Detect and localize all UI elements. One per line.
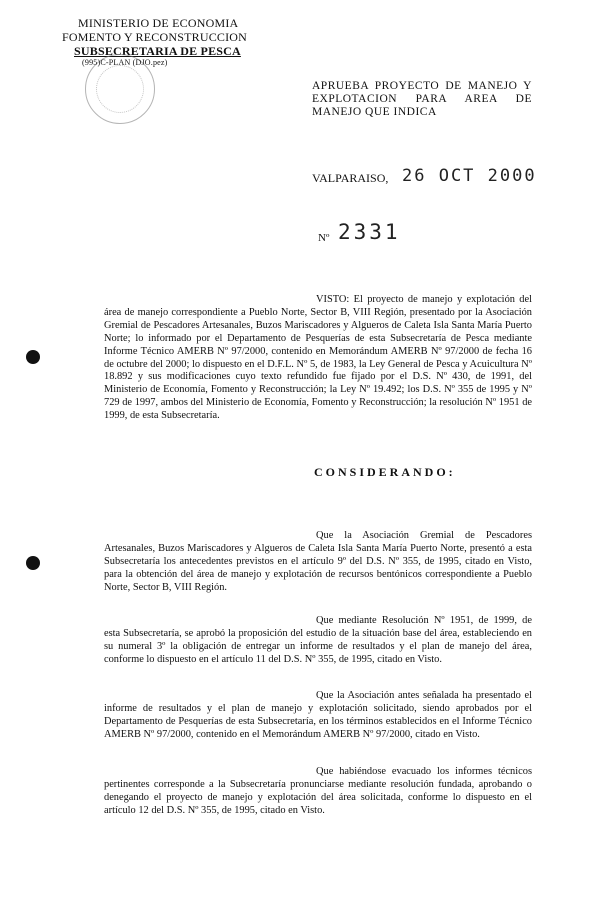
number-label: Nº — [318, 232, 330, 244]
visto-paragraph: VISTO: El proyecto de manejo y explotación del área de manejo correspondiente a Pueblo Norte, Sector B, VIII Región, presentado por la Asociación Gremial de Pescadores Artesanales, Buzos Mariscadores y Algueros de Caleta Isla Santa María Puerto Norte; lo informado por el Departamento de Pesquerías de esta Subsecretaría de Pesca mediante Informe Técnico AMERB Nº 97/2000, contenido en Memorándum AMERB Nº 97/2000 de fecha 16 de octubre del 2000; lo dispuesto en el D.F.L. Nº 5, de 1983, la Ley General de Pesca y Acuicultura Nº 18.892 y sus modificaciones cuyo texto refundido fue fijado por el D.S. Nº 430, de 1991, del Ministerio de Economía, Fomento y Reconstrucción; la Ley Nº 19.492; los D.S. Nº 355 de 1995 y Nº 729 de 1997, ambos del Ministerio de Economía, Fomento y Reconstrucción; la resolución Nº 1951 de 1999, de esta Subsecretaría. — [104, 294, 532, 422]
considerando-paragraph-4: Que habiéndose evacuado los informes técnicos pertinentes corresponde a la Subsecretaría pronunciarse mediante resolución fundada, aprobando o denegando el proyecto de manejo y explotación del área solicitada, conforme lo dispuesto en el artículo 12 del D.S. Nº 355, de 1995, citado en Visto. — [104, 766, 532, 816]
date-stamp: 26 OCT 2000 — [402, 166, 537, 186]
considerando-paragraph-1: Que la Asociación Gremial de Pescadores Artesanales, Buzos Mariscadores y Algueros de Caleta Isla Santa María Puerto Norte, presentó a esta Subsecretaría los antecedentes previstos en el artículo 9º del D.S. Nº 355, de 1995, citado en Visto, para la obtención del área de manejo y explotación de recursos bentónicos correspondiente a Pueblo Norte, Sector B, VIII Región. — [104, 530, 532, 593]
considerando-paragraph-3: Que la Asociación antes señalada ha presentado el informe de resultados y el plan de manejo y explotación solicitado, siendo aprobados por el Departamento de Pesquerías de esta Subsecretaría, en los términos establecidos en el Informe Técnico AMERB Nº 97/2000, contenido en el Memorándum AMERB Nº 97/2000, citado en Visto. — [104, 690, 532, 740]
file-reference: (995)C-PLAN (DJO.pez) — [82, 58, 168, 67]
resolution-subject: APRUEBA PROYECTO DE MANEJO Y EXPLOTACION PARA AREA DE MANEJO QUE INDICA — [312, 80, 532, 118]
punch-hole-bottom — [26, 556, 40, 570]
considerando-heading: CONSIDERANDO: — [314, 465, 456, 479]
punch-hole-top — [26, 350, 40, 364]
official-seal-inner-ring — [96, 65, 144, 113]
place-label: VALPARAISO, — [312, 171, 389, 185]
ministry-name: MINISTERIO DE ECONOMIA — [78, 16, 239, 30]
resolution-number: 2331 — [338, 220, 401, 244]
subsecretaria-name: SUBSECRETARIA DE PESCA — [74, 44, 241, 58]
ministry-subtitle: FOMENTO Y RECONSTRUCCION — [62, 30, 248, 44]
considerando-paragraph-2: Que mediante Resolución Nº 1951, de 1999, de esta Subsecretaría, se aprobó la proposición del estudio de la situación base del área, estableciendo en su numeral 3º la obligación de entregar un informe de resultados y el plan de manejo del área, conforme lo dispuesto en el artículo 11 del D.S. Nº 355, de 1995, citado en Visto. — [104, 615, 532, 665]
